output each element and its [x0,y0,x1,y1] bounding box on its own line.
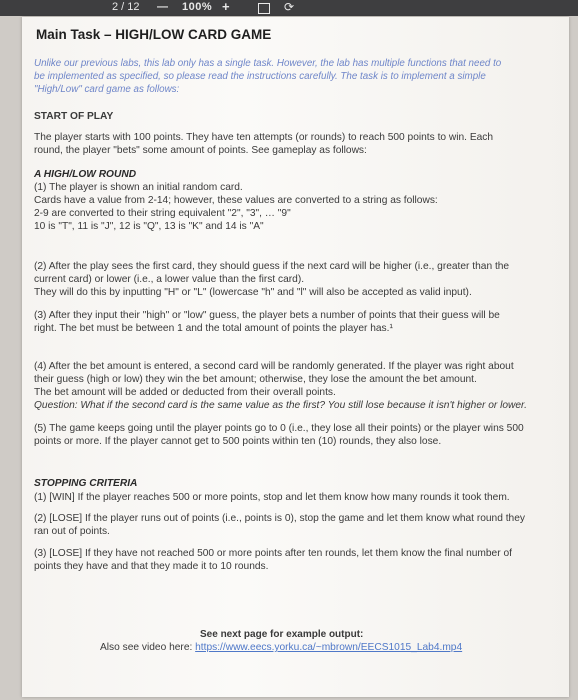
step3-line-2: right. The bet must be between 1 and the total amount of points the player has.¹ [34,323,393,334]
stop3-line-1: (3) [LOSE] If they have not reached 500 or more points after ten rounds, let them know the final number of [34,548,512,559]
step4-line-3: The bet amount will be added or deducted from their overall points. [34,387,336,398]
stop1-line: (1) [WIN] If the player reaches 500 or more points, stop and let them know how many rounds it took them. [34,492,510,503]
step5-line-1: (5) The game keeps going until the player points go to 0 (i.e., they lose all their points) or the player wins 500 [34,423,524,434]
step1-line-4: 10 is "T", 11 is "J", 12 is "Q", 13 is "K" and 14 is "A" [34,221,264,232]
stop3-line-2: points they have and that they made it to 10 rounds. [34,561,269,572]
pdf-toolbar [0,0,578,16]
start-text-2: round, the player "bets" some amount of points. See gameplay as follows: [34,145,367,156]
rotate-icon[interactable]: ⟳ [284,0,295,14]
step4-question: Question: What if the second card is the same value as the first? You still lose because it isn't higher or lower. [34,400,527,411]
stop2-line-2: ran out of points. [34,526,110,537]
start-text-1: The player starts with 100 points. They have ten attempts (or rounds) to reach 500 points to win. Each [34,132,494,143]
intro-line-3: "High/Low" card game as follows: [34,84,180,95]
step3-line-1: (3) After they input their "high" or "low" guess, the player bets a number of points that their guess will be [34,310,500,321]
step2-line-2: current card) or lower (i.e., a lower value than the first card). [34,274,305,285]
video-prefix: Also see video here: [100,642,196,653]
page-title: Main Task – HIGH/LOW CARD GAME [36,27,272,42]
step2-line-3: They will do this by inputting "H" or "L" (lowercase "h" and "l" will also be accepted as valid input). [34,287,472,298]
stop2-line-1: (2) [LOSE] If the player runs out of points (i.e., points is 0), stop the game and let them know what round they [34,513,525,524]
step4-line-2: their guess (high or low) they win the bet amount; otherwise, they lose the amount the bet amount. [34,374,477,385]
step1-line-1: (1) The player is shown an initial random card. [34,182,243,193]
step2-line-1: (2) After the play sees the first card, they should guess if the next card will be higher (i.e., greater than the [34,261,510,272]
fit-page-icon[interactable] [258,3,270,14]
step4-line-1: (4) After the bet amount is entered, a second card will be randomly generated. If the player was right about [34,361,514,372]
stopping-criteria-heading: STOPPING CRITERIA [34,478,138,489]
zoom-in-button[interactable]: + [222,0,230,14]
intro-line-2: be implemented as specified, so please read the instructions carefully. The task is to implement a simple [34,71,486,82]
zoom-out-button[interactable]: — [157,1,168,13]
intro-line-1: Unlike our previous labs, this lab only has a single task. However, the lab has multiple functions that need to [34,58,502,69]
page-indicator: 2 / 12 [112,1,140,13]
round-heading: A HIGH/LOW ROUND [34,169,137,180]
step1-line-3: 2-9 are converted to their string equivalent "2", "3", … "9" [34,208,291,219]
start-of-play-heading: START OF PLAY [34,111,114,122]
see-next-page-note: See next page for example output: [200,629,364,640]
video-line [100,641,462,654]
zoom-level: 100% [182,1,213,13]
step1-line-2: Cards have a value from 2-14; however, these values are converted to a string as follows: [34,195,438,206]
document-page [22,17,569,697]
step5-line-2: points or more. If the player cannot get to 500 points within ten (10) rounds, they also lose. [34,436,442,447]
video-link[interactable]: https://www.eecs.yorku.ca/~mbrown/EECS1015_Lab4.mp4 [195,642,463,653]
